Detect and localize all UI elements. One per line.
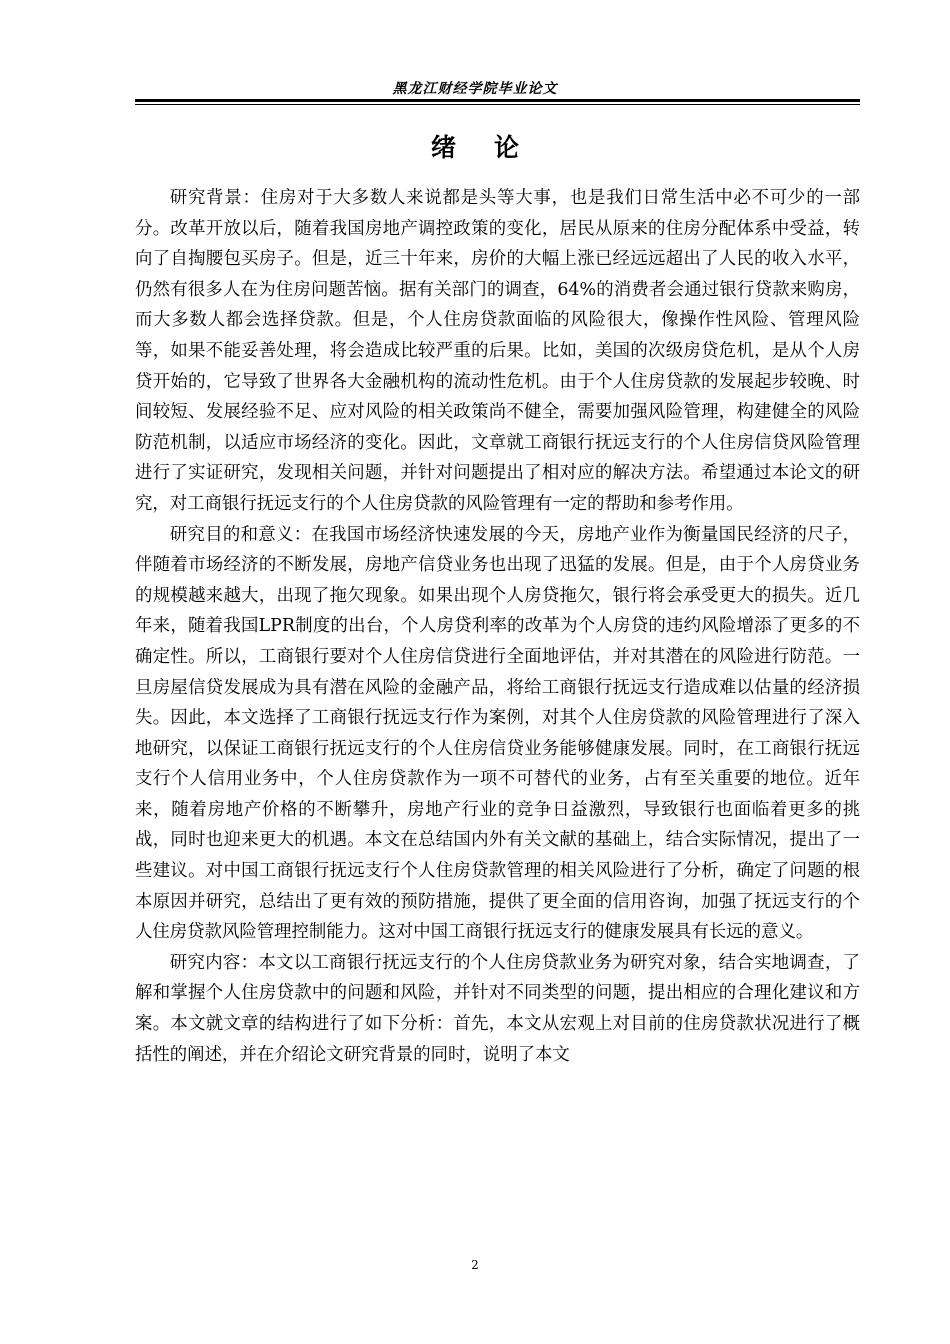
section-title: 绪论 — [430, 133, 557, 162]
paragraph-content: 研究内容：本文以工商银行抚远支行的个人住房贷款业务为研究对象，结合实地调查，了解和掌握个人住房贷款中的问题和风险，并针对不同类型的问题，提出相应的合理化建议和方案。本文就文章的结构进行了如下分析：首先，本文从宏观上对目前的住房贷款状况进行了概括性的阐述，并在介绍论文研究背景的同时，说明了本文 — [135, 952, 860, 1065]
header-rule-thick — [135, 99, 860, 102]
header-rule-thin — [135, 104, 860, 105]
paragraph-purpose: 研究目的和意义：在我国市场经济快速发展的今天，房地产业作为衡量国民经济的尺子，伴随着市场经济的不断发展，房地产信贷业务也出现了迅猛的发展。但是，由于个人房贷业务的规模越来越大，出现了拖欠现象。如果出现个人房贷拖欠，银行将会承受更大的损失。近几年来，随着我国LPR制度的出台，个人房贷利率的改革为个人房贷的违约风险增添了更多的不确定性。所以，工商银行要对个人住房信贷进行全面地评估，并对其潜在的风险进行防范。一旦房屋信贷发展成为具有潜在风险的金融产品，将给工商银行抚远支行造成难以估量的经济损失。因此，本文选择了工商银行抚远支行作为案例，对其个人住房贷款的风险管理进行了深入地研究，以保证工商银行抚远支行的个人住房信贷业务能够健康发展。同时，在工商银行抚远支行个人信用业务中，个人住房贷款作为一项不可替代的业务，占有至关重要的地位。近年来，随着房地产价格的不断攀升，房地产行业的竞争日益激烈，导致银行也面临着更多的挑战，同时也迎来更大的机遇。本文在总结国内外有关文献的基础上，结合实际情况，提出了一些建议。对中国工商银行抚远支行个人住房贷款管理的相关风险进行了分析，确定了问题的根本原因并研究，总结出了更有效的预防措施，提供了更全面的信用咨询，加强了抚远支行的个人住房贷款风险管理控制能力。这对中国工商银行抚远支行的健康发展具有长远的意义。 — [135, 524, 860, 943]
paragraph-background: 研究背景：住房对于大多数人来说都是头等大事，也是我们日常生活中必不可少的一部分。改革开放以后，随着我国房地产调控政策的变化，居民从原来的住房分配体系中受益，转向了自掏腰包买房子。但是，近三十年来，房价的大幅上涨已经远远超出了人民的收入水平，仍然有很多人在为住房问题苦恼。据有关部门的调查，64%的消费者会通过银行贷款来购房，而大多数人都会选择贷款。但是，个人住房贷款面临的风险很大，像操作性风险、管理风险等，如果不能妥善处理，将会造成比较严重的后果。比如，美国的次级房贷危机，是从个人房贷开始的，它导致了世界各大金融机构的流动性危机。由于个人住房贷款的发展起步较晚、时间较短、发展经验不足、应对风险的相关政策尚不健全，需要加强风险管理，构建健全的风险防范机制，以适应市场经济的变化。因此，文章就工商银行抚远支行的个人住房信贷风险管理进行了实证研究，发现相关问题，并针对问题提出了相对应的解决方法。希望通过本论文的研究，对工商银行抚远支行的个人住房贷款的风险管理有一定的帮助和参考作用。 — [135, 188, 860, 514]
running-header: 黑龙江财经学院毕业论文 — [392, 81, 558, 97]
body-text — [135, 183, 860, 1070]
page-number: 2 — [471, 1258, 479, 1272]
